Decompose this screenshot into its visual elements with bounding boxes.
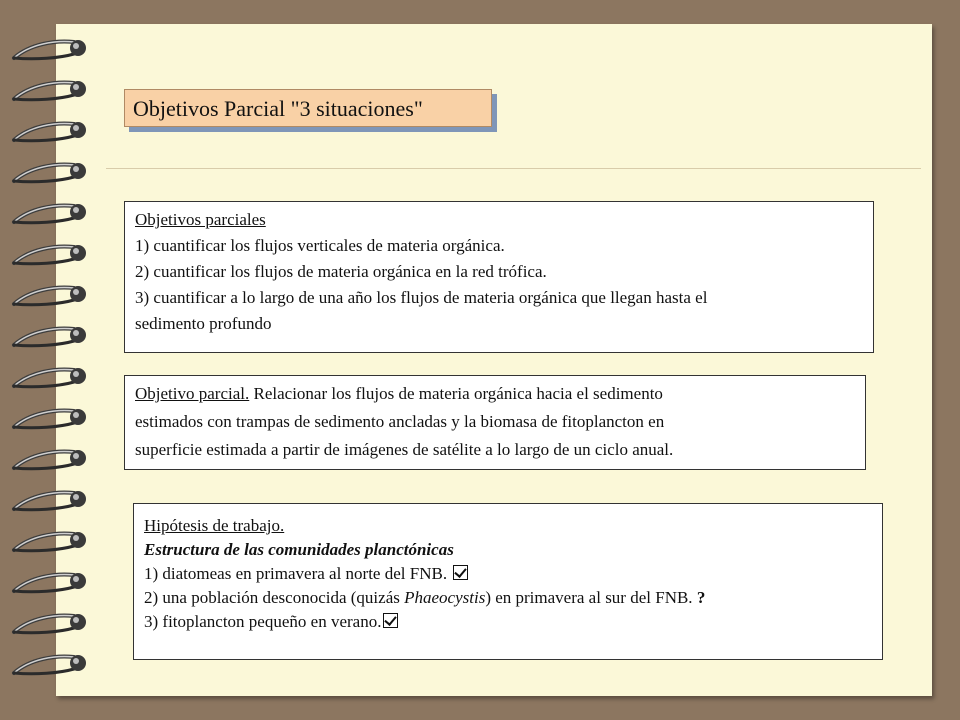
spiral-ring-icon bbox=[0, 323, 100, 353]
partial-objective-box bbox=[124, 375, 866, 470]
objectives-heading: Objetivos parciales bbox=[135, 210, 266, 229]
hypothesis-heading: Hipótesis de trabajo. bbox=[144, 516, 285, 535]
hypothesis-line-2-text-a: 2) una población desconocida (quizás bbox=[144, 588, 405, 607]
objective-line-3: 3) cuantificar a lo largo de una año los flujos de materia orgánica que llegan hasta el bbox=[135, 288, 708, 307]
hypothesis-line-3-text: 3) fitoplancton pequeño en verano. bbox=[144, 612, 382, 631]
spiral-ring-icon bbox=[0, 200, 100, 230]
partial-objective-text-3: superficie estimada a partir de imágenes de satélite a lo largo de un ciclo anual. bbox=[135, 440, 674, 459]
spiral-ring-icon bbox=[0, 241, 100, 271]
spiral-ring-icon bbox=[0, 446, 100, 476]
hypothesis-line-2 bbox=[144, 586, 872, 610]
spiral-ring-icon bbox=[0, 364, 100, 394]
hypothesis-line-2-text-b: ) en primavera al sur del FNB. bbox=[485, 588, 697, 607]
objectives-box bbox=[124, 201, 874, 353]
hypothesis-subheading: Estructura de las comunidades planctónicas bbox=[144, 540, 454, 559]
spiral-ring-icon bbox=[0, 569, 100, 599]
spiral-ring-icon bbox=[0, 528, 100, 558]
partial-objective-heading: Objetivo parcial. bbox=[135, 384, 250, 403]
spiral-ring-icon bbox=[0, 405, 100, 435]
divider bbox=[106, 168, 921, 169]
partial-objective-text-2: estimados con trampas de sedimento ancladas y la biomasa de fitoplancton en bbox=[135, 412, 665, 431]
hypothesis-line-1 bbox=[144, 562, 872, 586]
hypothesis-line-3 bbox=[144, 610, 872, 634]
objective-line-4: sedimento profundo bbox=[135, 314, 272, 333]
spiral-ring-icon bbox=[0, 36, 100, 66]
spiral-ring-icon bbox=[0, 610, 100, 640]
hypothesis-line-2-italic: Phaeocystis bbox=[404, 588, 486, 607]
partial-objective-text-1: Relacionar los flujos de materia orgánica hacia el sedimento bbox=[249, 384, 663, 403]
spiral-ring-icon bbox=[0, 651, 100, 681]
checkbox-checked-icon bbox=[383, 613, 398, 628]
slide-title: Objetivos Parcial "3 situaciones" bbox=[124, 89, 492, 127]
spiral-ring-icon bbox=[0, 118, 100, 148]
checkbox-checked-icon bbox=[453, 565, 468, 580]
hypothesis-line-1-text: 1) diatomeas en primavera al norte del FNB. bbox=[144, 564, 452, 583]
spiral-ring-icon bbox=[0, 77, 100, 107]
hypothesis-box bbox=[133, 503, 883, 660]
spiral-ring-icon bbox=[0, 487, 100, 517]
objective-line-1: 1) cuantificar los flujos verticales de materia orgánica. bbox=[135, 236, 505, 255]
spiral-ring-icon bbox=[0, 159, 100, 189]
spiral-ring-icon bbox=[0, 282, 100, 312]
objective-line-2: 2) cuantificar los flujos de materia orgánica en la red trófica. bbox=[135, 262, 547, 281]
question-mark: ? bbox=[696, 588, 706, 607]
